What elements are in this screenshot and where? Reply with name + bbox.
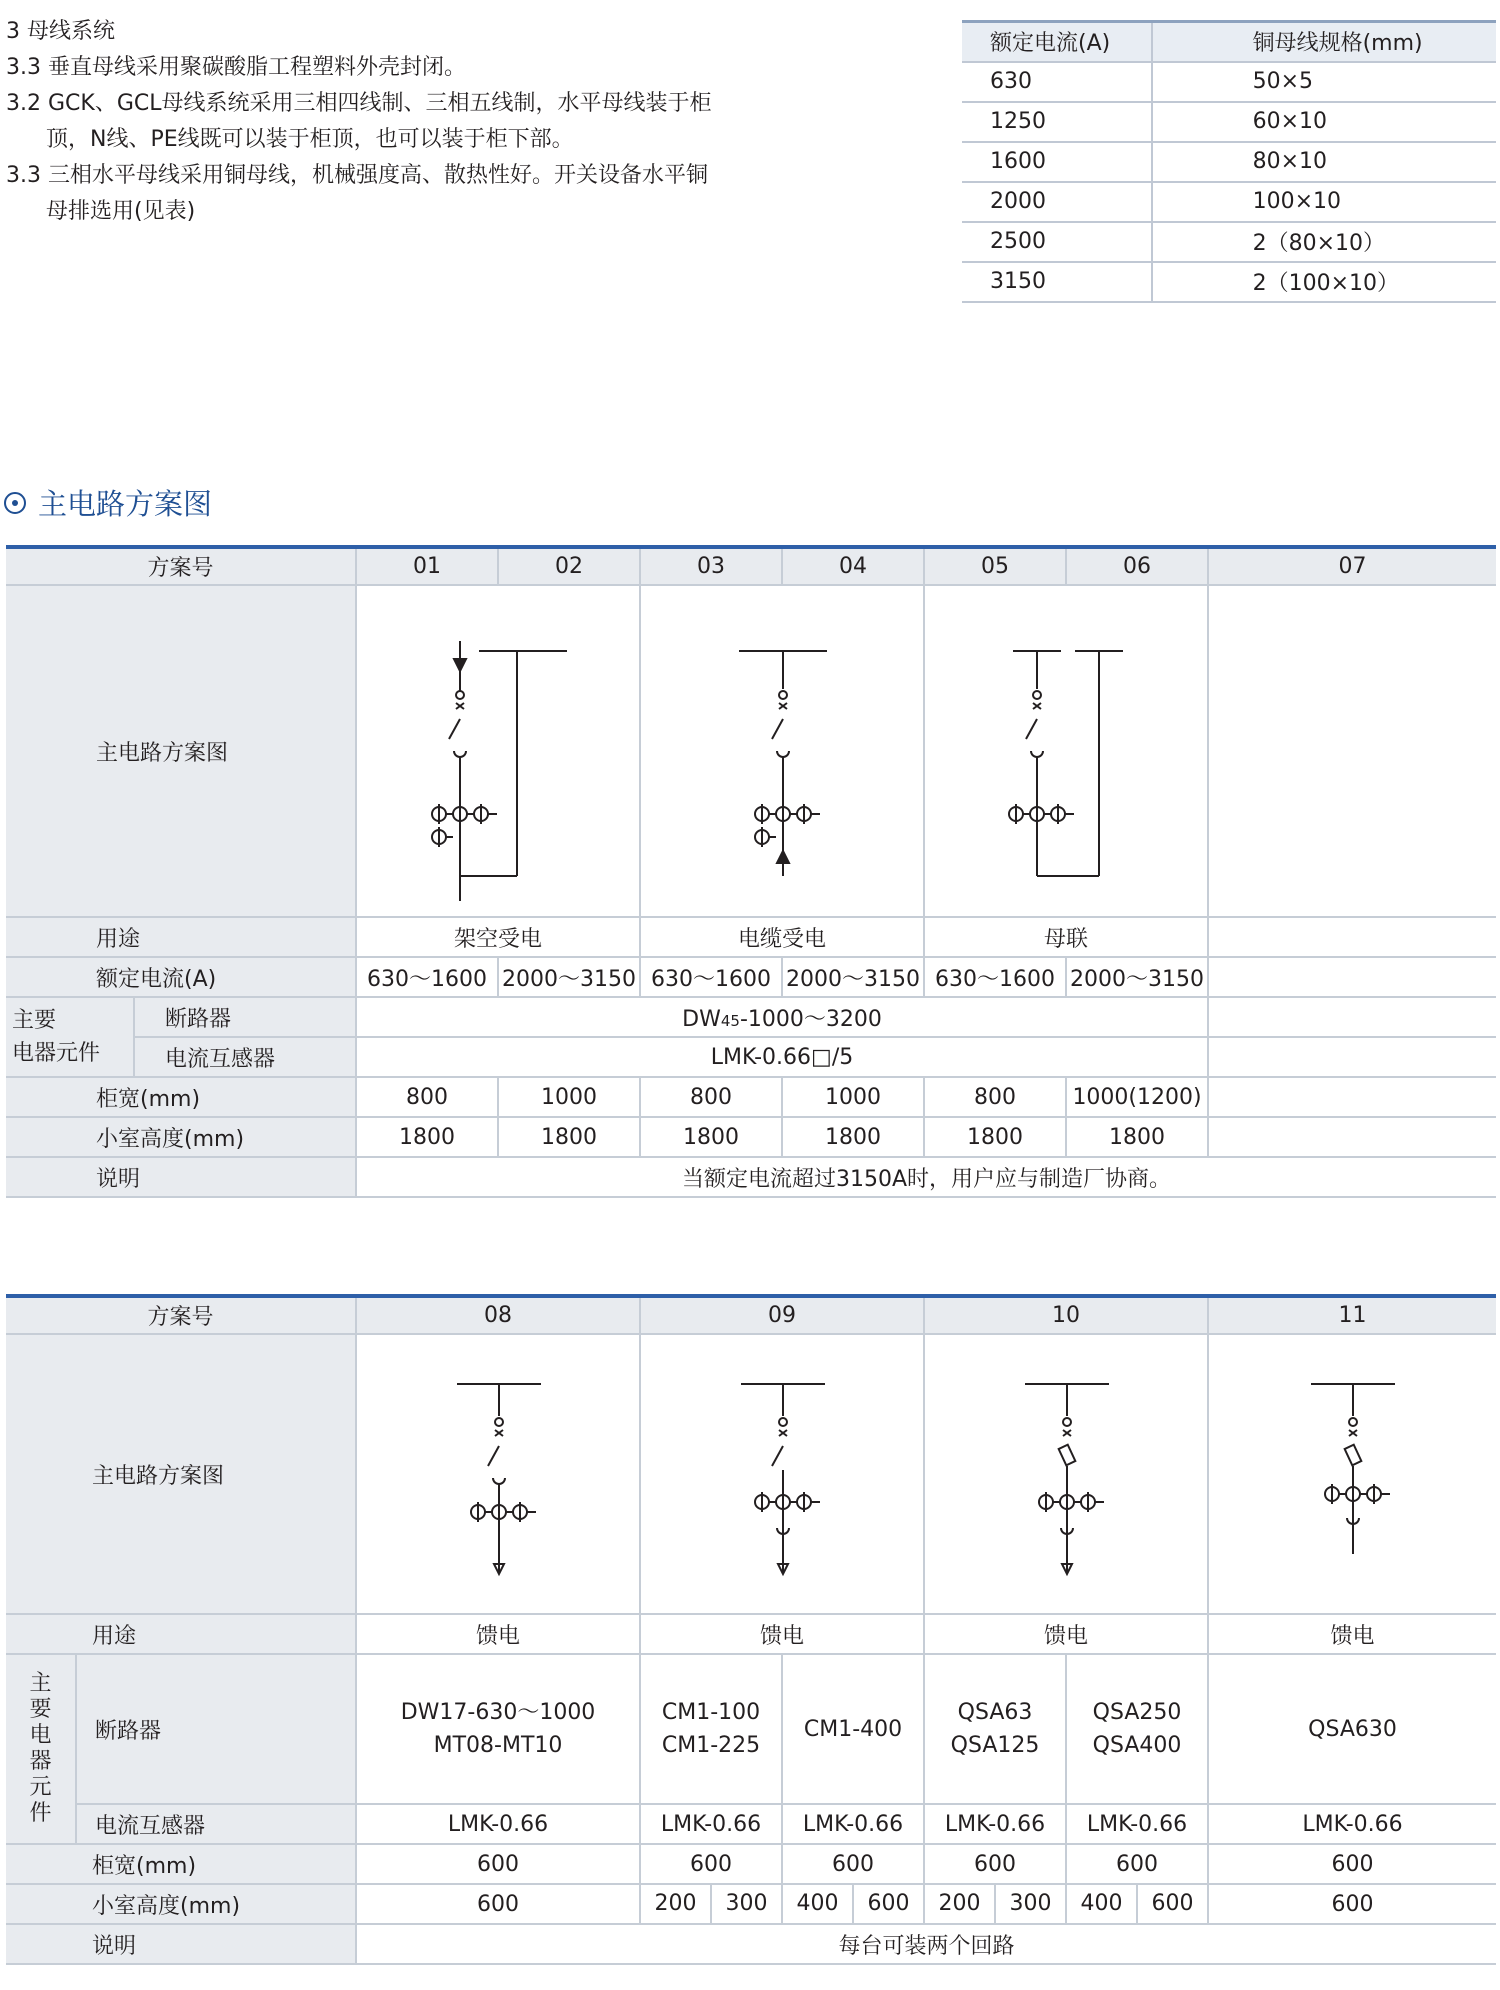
intro-line: 3.2 GCK、GCL母线系统采用三相四线制、三相五线制，水平母线装于柜	[6, 91, 712, 116]
scheme-number: 10	[924, 1296, 1208, 1334]
height-value: 600	[867, 1891, 910, 1916]
width-cell: 600	[924, 1844, 1066, 1884]
height-split	[641, 1885, 781, 1923]
height-value: 200	[641, 1885, 712, 1923]
note-row	[6, 1924, 1496, 1964]
width-cell: 800	[640, 1077, 782, 1117]
current-cell: 2000～3150	[1066, 957, 1208, 997]
height-cell: 1800	[498, 1117, 640, 1157]
main-label-line: 主要	[12, 1008, 57, 1033]
scheme-number: 07	[1208, 547, 1496, 585]
table-cell: 50×5	[1152, 62, 1496, 102]
height-split-cell	[640, 1884, 782, 1924]
height-row	[6, 1884, 1496, 1924]
main-circuit-table-1	[6, 545, 1496, 1198]
feeder-diagram-09	[641, 1354, 925, 1594]
width-cell: 1000(1200)	[1066, 1077, 1208, 1117]
scheme-number: 08	[356, 1296, 640, 1334]
usage-cell: 馈电	[1208, 1614, 1496, 1654]
vertical-char: 主	[29, 1671, 52, 1696]
width-cell: 1000	[498, 1077, 640, 1117]
scheme-row	[6, 547, 1496, 585]
ct-value: LMK-0.66□/5	[356, 1037, 1208, 1077]
height-cell: 600	[1208, 1884, 1496, 1924]
scheme-number: 01	[356, 547, 498, 585]
breaker-model: DW17-630～1000	[400, 1700, 596, 1725]
height-cell: 600	[356, 1884, 640, 1924]
table-row	[962, 102, 1496, 142]
intro-text	[6, 14, 806, 230]
breaker-suffix: -1000～3200	[739, 1006, 882, 1032]
width-cell: 600	[356, 1844, 640, 1884]
breaker-label: 断路器	[76, 1654, 356, 1804]
table-row	[962, 262, 1496, 302]
current-cell: 630～1600	[356, 957, 498, 997]
height-value: 600	[1151, 1891, 1194, 1916]
breaker-model: QSA125	[950, 1733, 1040, 1758]
circuit-diagram-08	[356, 1334, 640, 1614]
breaker-model: MT08-MT10	[433, 1733, 563, 1758]
breaker-subscript: 45	[720, 1011, 740, 1030]
breaker-cell: CM1-400	[782, 1654, 924, 1804]
vertical-char: 器	[29, 1749, 52, 1774]
width-cell: 800	[356, 1077, 498, 1117]
scheme-number: 03	[640, 547, 782, 585]
vertical-char: 电	[29, 1723, 52, 1748]
main-circuit-table-2	[6, 1294, 1496, 1965]
circuit-diagram-bus-tie	[924, 585, 1208, 917]
breaker-row	[6, 1654, 1496, 1804]
breaker-value	[356, 997, 1208, 1037]
ct-cell: LMK-0.66	[924, 1804, 1066, 1844]
height-cell: 1800	[1066, 1117, 1208, 1157]
table-cell: 2（80×10）	[1152, 222, 1496, 262]
empty-cell	[1208, 917, 1496, 957]
section-heading	[4, 482, 212, 523]
table-cell: 60×10	[1152, 102, 1496, 142]
breaker-model: QSA400	[1092, 1733, 1182, 1758]
width-cell: 600	[782, 1844, 924, 1884]
circuit-diagram-cable	[640, 585, 924, 917]
height-split-cell	[924, 1884, 1066, 1924]
header-cell: 额定电流(A)	[962, 22, 1152, 62]
table-row	[962, 222, 1496, 262]
ct-label: 电流互感器	[134, 1037, 356, 1077]
vertical-char: 件	[29, 1801, 52, 1826]
width-label: 柜宽(mm)	[6, 1844, 356, 1884]
current-label: 额定电流(A)	[6, 957, 356, 997]
height-split	[783, 1885, 923, 1923]
width-cell: 800	[924, 1077, 1066, 1117]
table-row	[962, 182, 1496, 222]
height-cell: 1800	[640, 1117, 782, 1157]
feeder-diagram-10	[925, 1354, 1209, 1594]
height-label: 小室高度(mm)	[6, 1884, 356, 1924]
height-value: 300	[725, 1891, 768, 1916]
note-label: 说明	[6, 1924, 356, 1964]
note-label: 说明	[6, 1157, 356, 1197]
cable-incoming-diagram	[641, 601, 925, 901]
ct-row	[6, 1037, 1496, 1077]
usage-cell: 馈电	[640, 1614, 924, 1654]
empty-cell	[1208, 1037, 1496, 1077]
usage-row	[6, 1614, 1496, 1654]
main-components-label	[6, 997, 134, 1077]
width-label: 柜宽(mm)	[6, 1077, 356, 1117]
empty-cell	[1208, 957, 1496, 997]
note-value: 每台可装两个回路	[356, 1924, 1496, 1964]
ct-row	[6, 1804, 1496, 1844]
empty-cell	[1208, 997, 1496, 1037]
height-label: 小室高度(mm)	[6, 1117, 356, 1157]
overhead-incoming-diagram	[357, 601, 641, 901]
circuit-diagram-09	[640, 1334, 924, 1614]
scheme-number: 11	[1208, 1296, 1496, 1334]
width-row	[6, 1844, 1496, 1884]
table-row	[962, 62, 1496, 102]
ct-label: 电流互感器	[76, 1804, 356, 1844]
intro-line: 3.3 三相水平母线采用铜母线，机械强度高、散热性好。开关设备水平铜	[6, 163, 708, 188]
usage-label: 用途	[6, 917, 356, 957]
main-label-line: 电器元件	[12, 1041, 101, 1066]
height-value: 400	[783, 1885, 854, 1923]
diagram-row	[6, 585, 1496, 917]
intro-line: 顶，N线、PE线既可以装于柜顶，也可以装于柜下部。	[46, 127, 574, 152]
breaker-model: QSA63	[957, 1700, 1033, 1725]
feeder-diagram-08	[357, 1354, 641, 1594]
breaker-model: CM1-100	[661, 1700, 761, 1725]
width-cell: 600	[640, 1844, 782, 1884]
usage-cell: 架空受电	[356, 917, 640, 957]
scheme-number: 02	[498, 547, 640, 585]
height-value: 200	[925, 1885, 996, 1923]
circuit-diagram-overhead	[356, 585, 640, 917]
breaker-cell	[924, 1654, 1066, 1804]
table-header-row	[962, 22, 1496, 62]
scheme-number: 06	[1066, 547, 1208, 585]
breaker-cell: QSA630	[1208, 1654, 1496, 1804]
breaker-cell	[356, 1654, 640, 1804]
breaker-prefix: DW	[682, 1006, 721, 1032]
intro-line: 3 母线系统	[6, 19, 115, 44]
scheme-number: 04	[782, 547, 924, 585]
breaker-row	[6, 997, 1496, 1037]
ct-cell: LMK-0.66	[1066, 1804, 1208, 1844]
current-row	[6, 957, 1496, 997]
diagram-label: 主电路方案图	[6, 1334, 356, 1614]
table-cell: 3150	[962, 262, 1152, 302]
diagram-label: 主电路方案图	[6, 585, 356, 917]
header-cell: 铜母线规格(mm)	[1152, 22, 1496, 62]
circuit-diagram-10	[924, 1334, 1208, 1614]
scheme-number: 09	[640, 1296, 924, 1334]
table-cell: 630	[962, 62, 1152, 102]
usage-cell: 电缆受电	[640, 917, 924, 957]
height-row	[6, 1117, 1496, 1157]
intro-line: 3.3 垂直母线采用聚碳酸脂工程塑料外壳封闭。	[6, 55, 466, 80]
note-row	[6, 1157, 1496, 1197]
table-cell: 2500	[962, 222, 1152, 262]
height-cell: 1800	[782, 1117, 924, 1157]
scheme-label: 方案号	[6, 547, 356, 585]
feeder-diagram-11	[1253, 1354, 1453, 1594]
current-cell: 630～1600	[924, 957, 1066, 997]
height-cell: 1800	[356, 1117, 498, 1157]
section-title: 主电路方案图	[38, 487, 213, 521]
circuit-diagram-11	[1208, 1334, 1496, 1614]
height-cell: 1800	[924, 1117, 1066, 1157]
scheme-row	[6, 1296, 1496, 1334]
table-cell: 80×10	[1152, 142, 1496, 182]
scheme-label: 方案号	[6, 1296, 356, 1334]
usage-cell: 馈电	[924, 1614, 1208, 1654]
usage-row	[6, 917, 1496, 957]
table-cell: 100×10	[1152, 182, 1496, 222]
empty-cell	[1208, 1077, 1496, 1117]
breaker-model: QSA250	[1092, 1700, 1182, 1725]
table-cell: 1600	[962, 142, 1152, 182]
bus-tie-diagram	[925, 601, 1209, 901]
ct-cell: LMK-0.66	[1208, 1804, 1496, 1844]
height-split-cell	[782, 1884, 924, 1924]
busbar-spec-table	[962, 20, 1496, 303]
target-bullet-icon	[4, 492, 26, 514]
main-components-label	[6, 1654, 76, 1844]
width-cell: 600	[1208, 1844, 1496, 1884]
empty-cell	[1208, 585, 1496, 917]
width-cell: 600	[1066, 1844, 1208, 1884]
breaker-model: CM1-225	[661, 1733, 761, 1758]
diagram-row	[6, 1334, 1496, 1614]
height-value: 300	[1009, 1891, 1052, 1916]
vertical-char: 元	[29, 1775, 52, 1800]
height-split-cell	[1066, 1884, 1208, 1924]
intro-line: 母排选用(见表)	[46, 199, 196, 224]
current-cell: 2000～3150	[782, 957, 924, 997]
note-value: 当额定电流超过3150A时，用户应与制造厂协商。	[356, 1157, 1496, 1197]
empty-cell	[1208, 1117, 1496, 1157]
table-row	[962, 142, 1496, 182]
current-cell: 630～1600	[640, 957, 782, 997]
usage-cell: 母联	[924, 917, 1208, 957]
scheme-number: 05	[924, 547, 1066, 585]
ct-cell: LMK-0.66	[356, 1804, 640, 1844]
table-cell: 1250	[962, 102, 1152, 142]
height-value: 400	[1067, 1885, 1138, 1923]
usage-label: 用途	[6, 1614, 356, 1654]
current-cell: 2000～3150	[498, 957, 640, 997]
width-cell: 1000	[782, 1077, 924, 1117]
table-cell: 2000	[962, 182, 1152, 222]
breaker-label: 断路器	[134, 997, 356, 1037]
usage-cell: 馈电	[356, 1614, 640, 1654]
height-split	[1067, 1885, 1207, 1923]
ct-cell: LMK-0.66	[782, 1804, 924, 1844]
ct-cell: LMK-0.66	[640, 1804, 782, 1844]
breaker-cell	[640, 1654, 782, 1804]
table-cell: 2（100×10）	[1152, 262, 1496, 302]
vertical-char: 要	[29, 1697, 52, 1722]
width-row	[6, 1077, 1496, 1117]
breaker-cell	[1066, 1654, 1208, 1804]
height-split	[925, 1885, 1065, 1923]
